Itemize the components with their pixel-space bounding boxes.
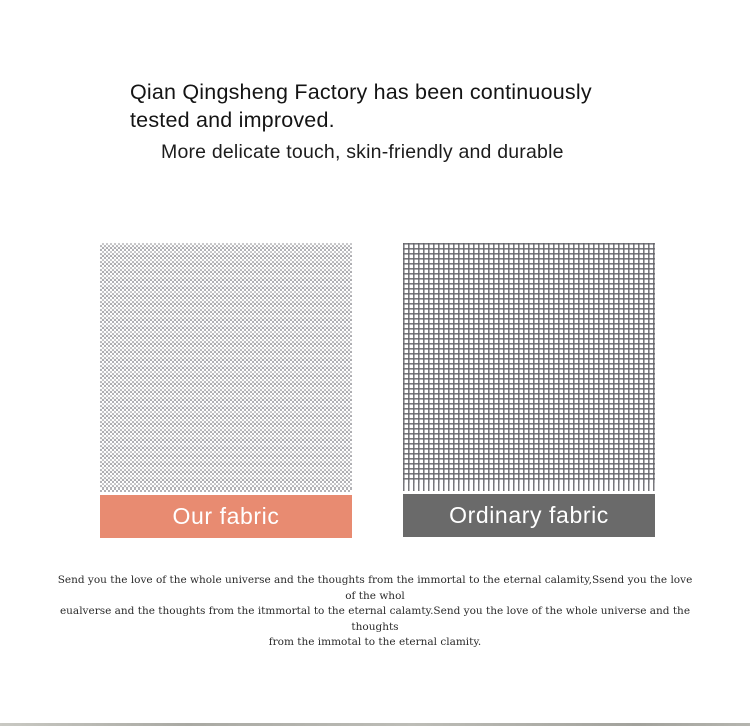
footer-description-line2: eualverse and the thoughts from the itmmortal to the eternal calamty.Send you the love of the whole universe and the thoughts <box>59 605 691 633</box>
ordinary-fabric-label: Ordinary fabric <box>403 494 655 537</box>
our-fabric-swatch-image <box>100 243 352 488</box>
ordinary-fabric-swatch-image <box>403 243 655 483</box>
footer-description-line3: from the immotal to the eternal clamity. <box>268 636 482 648</box>
footer-description-line1: Send you the love of the whole universe and the thoughts from the immortal to the eternal calamity,Ssend you the love of the whol <box>57 574 693 602</box>
ordinary-fabric-column <box>403 243 655 537</box>
page-title-line2: tested and improved. <box>130 108 335 132</box>
ordinary-fabric-swatch-fringe <box>403 483 655 491</box>
page-subtitle: More delicate touch, skin-friendly and durable <box>161 141 564 163</box>
our-fabric-column <box>100 243 352 538</box>
page-title-line1: Qian Qingsheng Factory has been continuously <box>130 80 592 104</box>
footer-description <box>55 573 695 651</box>
our-fabric-swatch-fringe <box>100 488 352 492</box>
our-fabric-label: Our fabric <box>100 495 352 538</box>
page-title <box>130 78 610 134</box>
